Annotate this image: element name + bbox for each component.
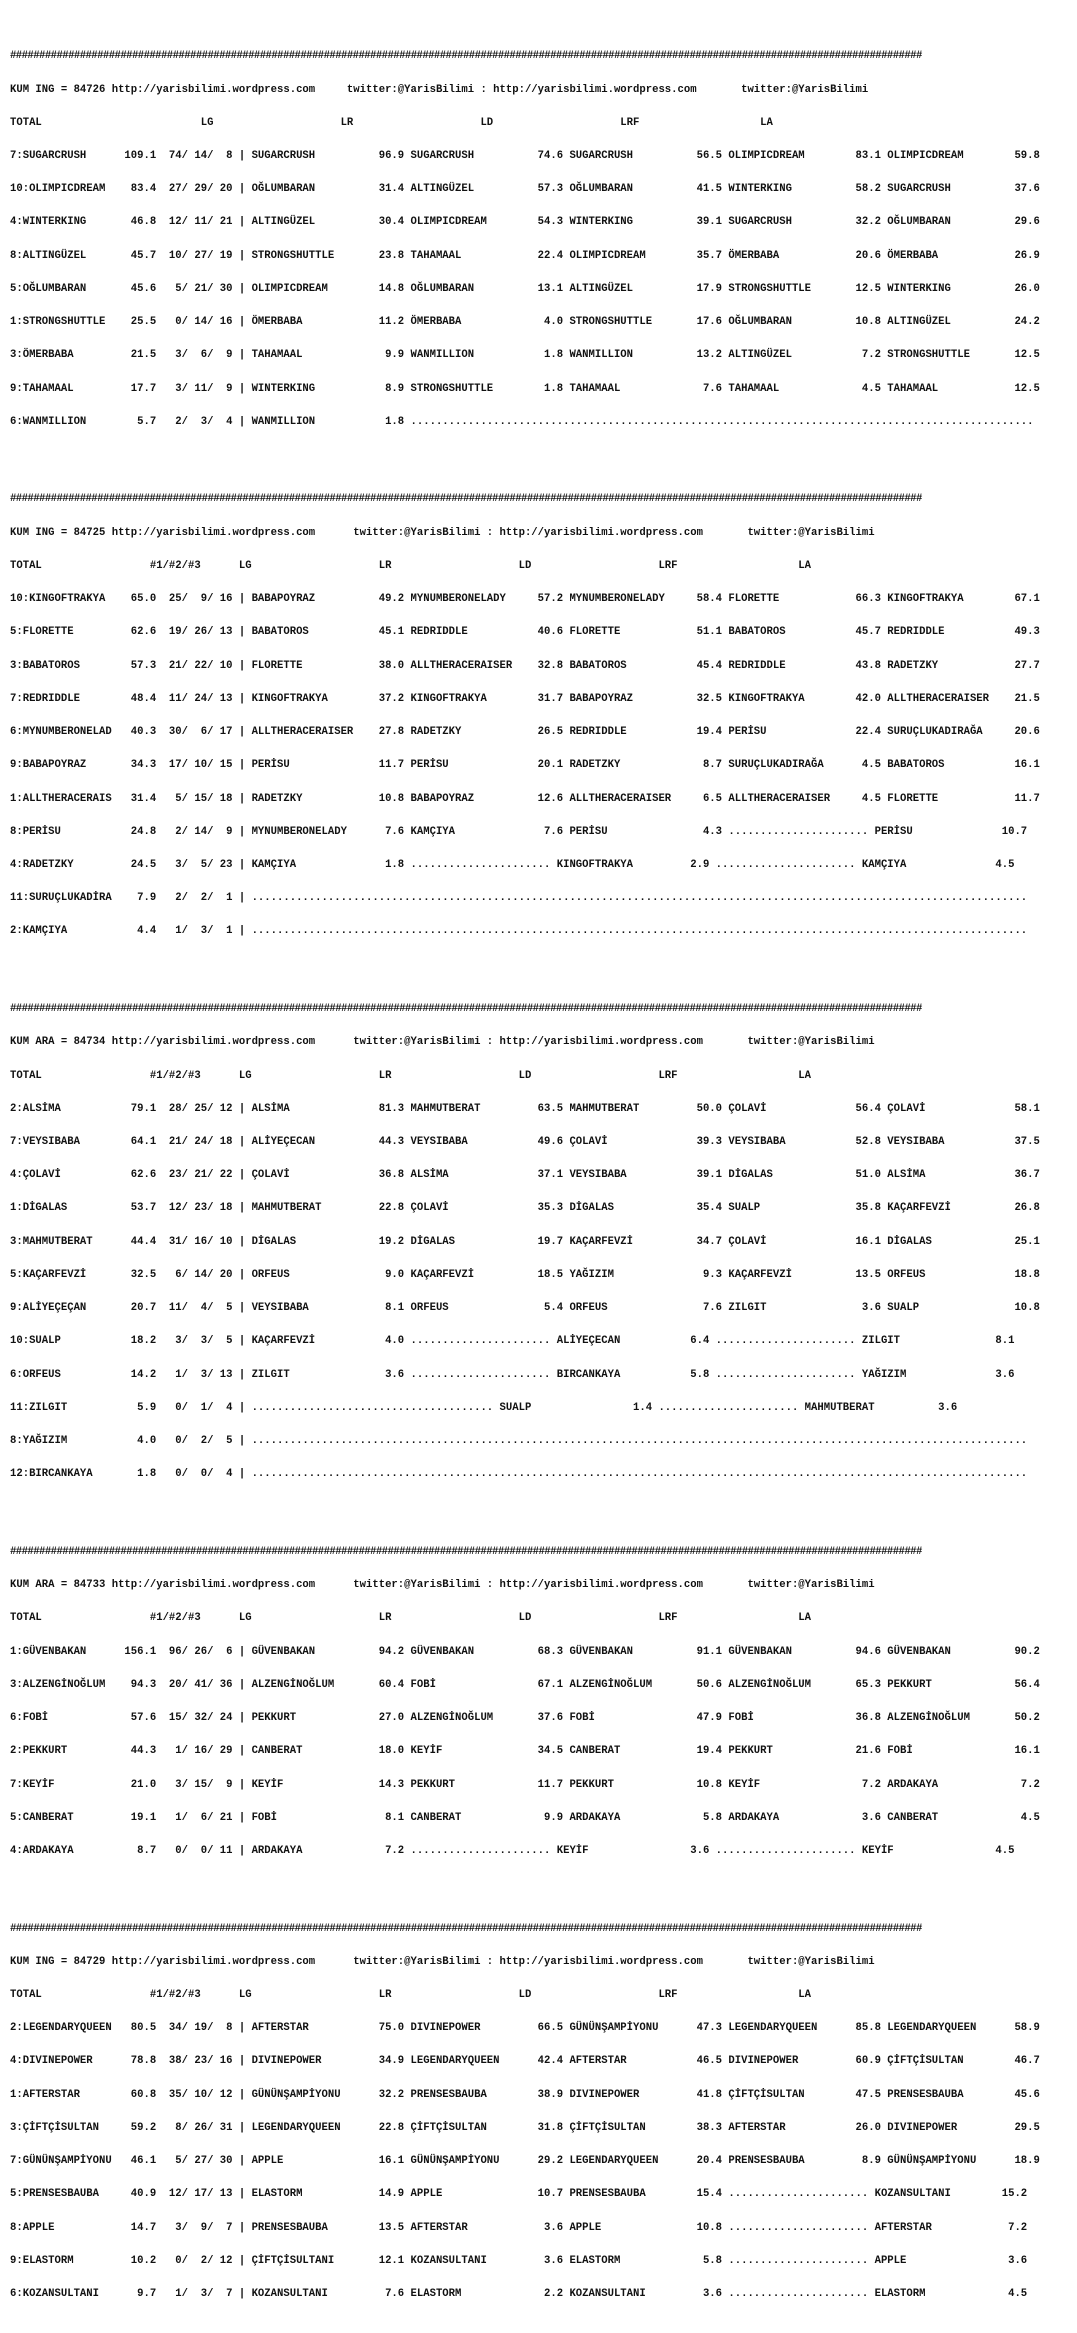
race-block [10, 29, 1072, 450]
table-row: 6:KOZANSULTANI 9.7 1/ 3/ 7 | KOZANSULTANI 7.6 ELASTORM 2.2 KOZANSULTANI 3.6 ...................... ELASTORM 4.5 [10, 2288, 1028, 2301]
table-row: 10:KINGOFTRAKYA 65.0 25/ 9/ 16 | BABAPOYRAZ 49.2 MYNUMBERONELADY 57.2 MYNUMBERONELADY 58.4 FLORETTE 66.3 KINGOFTRAKYA 67.1 [10, 593, 1040, 606]
table-row: 7:REDRIDDLE 48.4 11/ 24/ 13 | KINGOFTRAKYA 37.2 KINGOFTRAKYA 31.7 BABAPOYRAZ 32.5 KINGOFTRAKYA 42.0 ALLTHERACERAISER 21.5 [10, 692, 1040, 705]
column-header-row: TOTAL #1/#2/#3 LG LR LD LRF LA [10, 1612, 812, 1625]
table-row: 9:ELASTORM 10.2 0/ 2/ 12 | ÇİFTÇİSULTANI 12.1 KOZANSULTANI 3.6 ELASTORM 5.8 ...................... APPLE 3.6 [10, 2254, 1028, 2267]
table-row: 8:APPLE 14.7 3/ 9/ 7 | PRENSESBAUBA 13.5 AFTERSTAR 3.6 APPLE 10.8 ...................... AFTERSTAR 7.2 [10, 2221, 1028, 2234]
table-row: 4:DIVINEPOWER 78.8 38/ 23/ 16 | DIVINEPOWER 34.9 LEGENDARYQUEEN 42.4 AFTERSTAR 46.5 DIVINEPOWER 60.9 ÇİFTÇİSULTAN 46.7 [10, 2055, 1040, 2068]
column-header-row: TOTAL #1/#2/#3 LG LR LD LRF LA [10, 559, 812, 572]
table-row: 5:CANBERAT 19.1 1/ 6/ 21 | FOBİ 8.1 CANBERAT 9.9 ARDAKAYA 5.8 ARDAKAYA 3.6 CANBERAT 4.5 [10, 1811, 1040, 1824]
table-row: 5:PRENSESBAUBA 40.9 12/ 17/ 13 | ELASTORM 14.9 APPLE 10.7 PRENSESBAUBA 15.4 ...................... KOZANSULTANI 15.2 [10, 2188, 1028, 2201]
column-header-row: TOTAL #1/#2/#3 LG LR LD LRF LA [10, 1988, 812, 2001]
table-row: 2:ALSİMA 79.1 28/ 25/ 12 | ALSİMA 81.3 MAHMUTBERAT 63.5 MAHMUTBERAT 50.0 ÇOLAVİ 56.4 ÇOLAVİ 58.1 [10, 1102, 1040, 1115]
table-row: 9:BABAPOYRAZ 34.3 17/ 10/ 15 | PERİSU 11.7 PERİSU 20.1 RADETZKY 8.7 SURUÇLUKADIRAĞA 4.5 BABATOROS 16.1 [10, 759, 1040, 772]
table-row: 11:ZILGIT 5.9 0/ 1/ 4 | ...................................... SUALP 1.4 ...................... MAHMUTBERAT 3.6 [10, 1401, 958, 1414]
table-row: 12:BIRCANKAYA 1.8 0/ 0/ 4 | .......................................................................................................................... [10, 1468, 1028, 1481]
table-row: 4:ARDAKAYA 8.7 0/ 0/ 11 | ARDAKAYA 7.2 ...................... KEYİF 3.6 ...................... KEYİF 4.5 [10, 1844, 1015, 1857]
table-row: 11:SURUÇLUKADİRA 7.9 2/ 2/ 1 | .......................................................................................................................... [10, 892, 1028, 905]
table-row: 6:MYNUMBERONELAD 40.3 30/ 6/ 17 | ALLTHERACERAISER 27.8 RADETZKY 26.5 REDRIDDLE 19.4 PERİSU 22.4 SURUÇLUKADIRAĞA 20.6 [10, 726, 1040, 739]
race-block [10, 982, 1072, 1503]
separator-line: ############################################################################################################################################################# [10, 1922, 922, 1935]
column-header-row: TOTAL #1/#2/#3 LG LR LD LRF LA [10, 1069, 812, 1082]
table-row: 3:BABATOROS 57.3 21/ 22/ 10 | FLORETTE 38.0 ALLTHERACERAISER 32.8 BABATOROS 45.4 REDRIDDLE 43.8 RADETZKY 27.7 [10, 659, 1040, 672]
table-row: 3:ÇİFTÇİSULTAN 59.2 8/ 26/ 31 | LEGENDARYQUEEN 22.8 ÇİFTÇİSULTAN 31.8 ÇİFTÇİSULTAN 38.3 AFTERSTAR 26.0 DIVINEPOWER 29.5 [10, 2121, 1040, 2134]
table-row: 7:GÜNÜNŞAMPİYONU 46.1 5/ 27/ 30 | APPLE 16.1 GÜNÜNŞAMPİYONU 29.2 LEGENDARYQUEEN 20.4 PRENSESBAUBA 8.9 GÜNÜNŞAMPİYONU 18.9 [10, 2155, 1040, 2168]
table-row: 2:PEKKURT 44.3 1/ 16/ 29 | CANBERAT 18.0 KEYİF 34.5 CANBERAT 19.4 PEKKURT 21.6 FOBİ 16.1 [10, 1745, 1040, 1758]
table-row: 7:KEYİF 21.0 3/ 15/ 9 | KEYİF 14.3 PEKKURT 11.7 PEKKURT 10.8 KEYİF 7.2 ARDAKAYA 7.2 [10, 1778, 1040, 1791]
table-row: 1:DİGALAS 53.7 12/ 23/ 18 | MAHMUTBERAT 22.8 ÇOLAVİ 35.3 DİGALAS 35.4 SUALP 35.8 KAÇARFEVZİ 26.8 [10, 1202, 1040, 1215]
table-row: 5:FLORETTE 62.6 19/ 26/ 13 | BABATOROS 45.1 REDRIDDLE 40.6 FLORETTE 51.1 BABATOROS 45.7 REDRIDDLE 49.3 [10, 626, 1040, 639]
table-row: 6:ORFEUS 14.2 1/ 3/ 13 | ZILGIT 3.6 ...................... BIRCANKAYA 5.8 ...................... YAĞIZIM 3.6 [10, 1368, 1015, 1381]
race-header: KUM ING = 84729 http://yarisbilimi.wordpress.com twitter:@YarisBilimi : http://yarisbilimi.wordpress.com twitter:@YarisBilimi [10, 1955, 875, 1968]
race-statistics-sheet [10, 7, 1072, 2301]
race-header: KUM ARA = 84734 http://yarisbilimi.wordpress.com twitter:@YarisBilimi : http://yarisbilimi.wordpress.com twitter:@YarisBilimi [10, 1036, 875, 1049]
race-block [10, 1525, 1072, 1880]
table-row: 9:ALİYEÇEÇAN 20.7 11/ 4/ 5 | VEYSIBABA 8.1 ORFEUS 5.4 ORFEUS 7.6 ZILGIT 3.6 SUALP 10.8 [10, 1302, 1040, 1315]
table-row: 9:TAHAMAAL 17.7 3/ 11/ 9 | WINTERKING 8.9 STRONGSHUTTLE 1.8 TAHAMAAL 7.6 TAHAMAAL 4.5 TAHAMAAL 12.5 [10, 382, 1040, 395]
table-row: 1:STRONGSHUTTLE 25.5 0/ 14/ 16 | ÖMERBABA 11.2 ÖMERBABA 4.0 STRONGSHUTTLE 17.6 OĞLUMBARAN 10.8 ALTINGÜZEL 24.2 [10, 316, 1040, 329]
table-row: 2:LEGENDARYQUEEN 80.5 34/ 19/ 8 | AFTERSTAR 75.0 DIVINEPOWER 66.5 GÜNÜNŞAMPİYONU 47.3 LEGENDARYQUEEN 85.8 LEGENDARYQUEEN 58.9 [10, 2022, 1040, 2035]
table-row: 1:AFTERSTAR 60.8 35/ 10/ 12 | GÜNÜNŞAMPİYONU 32.2 PRENSESBAUBA 38.9 DIVINEPOWER 41.8 ÇİFTÇİSULTAN 47.5 PRENSESBAUBA 45.6 [10, 2088, 1040, 2101]
table-row: 2:KAMÇIYA 4.4 1/ 3/ 1 | .......................................................................................................................... [10, 925, 1028, 938]
table-row: 8:ALTINGÜZEL 45.7 10/ 27/ 19 | STRONGSHUTTLE 23.8 TAHAMAAL 22.4 OLIMPICDREAM 35.7 ÖMERBABA 20.6 ÖMERBABA 26.9 [10, 249, 1040, 262]
table-row: 8:YAĞIZIM 4.0 0/ 2/ 5 | .......................................................................................................................... [10, 1435, 1028, 1448]
table-row: 7:SUGARCRUSH 109.1 74/ 14/ 8 | SUGARCRUSH 96.9 SUGARCRUSH 74.6 SUGARCRUSH 56.5 OLIMPICDREAM 83.1 OLIMPICDREAM 59.8 [10, 150, 1040, 163]
separator-line: ############################################################################################################################################################# [10, 50, 922, 63]
table-row: 5:OĞLUMBARAN 45.6 5/ 21/ 30 | OLIMPICDREAM 14.8 OĞLUMBARAN 13.1 ALTINGÜZEL 17.9 STRONGSHUTTLE 12.5 WINTERKING 26.0 [10, 282, 1040, 295]
table-row: 3:ÖMERBABA 21.5 3/ 6/ 9 | TAHAMAAL 9.9 WANMILLION 1.8 WANMILLION 13.2 ALTINGÜZEL 7.2 STRONGSHUTTLE 12.5 [10, 349, 1040, 362]
table-row: 3:ALZENGİNOĞLUM 94.3 20/ 41/ 36 | ALZENGİNOĞLUM 60.4 FOBİ 67.1 ALZENGİNOĞLUM 50.6 ALZENGİNOĞLUM 65.3 PEKKURT 56.4 [10, 1678, 1040, 1691]
table-row: 8:PERİSU 24.8 2/ 14/ 9 | MYNUMBERONELADY 7.6 KAMÇIYA 7.6 PERİSU 4.3 ...................... PERİSU 10.7 [10, 825, 1028, 838]
race-header: KUM ING = 84726 http://yarisbilimi.wordpress.com twitter:@YarisBilimi : http://yarisbilimi.wordpress.com twitter:@YarisBilimi [10, 83, 869, 96]
table-row: 1:GÜVENBAKAN 156.1 96/ 26/ 6 | GÜVENBAKAN 94.2 GÜVENBAKAN 68.3 GÜVENBAKAN 91.1 GÜVENBAKAN 94.6 GÜVENBAKAN 90.2 [10, 1645, 1040, 1658]
race-header: KUM ING = 84725 http://yarisbilimi.wordpress.com twitter:@YarisBilimi : http://yarisbilimi.wordpress.com twitter:@YarisBilimi [10, 526, 875, 539]
table-row: 10:OLIMPICDREAM 83.4 27/ 29/ 20 | OĞLUMBARAN 31.4 ALTINGÜZEL 57.3 OĞLUMBARAN 41.5 WINTERKING 58.2 SUGARCRUSH 37.6 [10, 183, 1040, 196]
table-row: 3:MAHMUTBERAT 44.4 31/ 16/ 10 | DİGALAS 19.2 DİGALAS 19.7 KAÇARFEVZİ 34.7 ÇOLAVİ 16.1 DİGALAS 25.1 [10, 1235, 1040, 1248]
separator-line: ############################################################################################################################################################# [10, 1003, 922, 1016]
table-row: 6:FOBİ 57.6 15/ 32/ 24 | PEKKURT 27.0 ALZENGİNOĞLUM 37.6 FOBİ 47.9 FOBİ 36.8 ALZENGİNOĞLUM 50.2 [10, 1712, 1040, 1725]
table-row: 4:ÇOLAVİ 62.6 23/ 21/ 22 | ÇOLAVİ 36.8 ALSİMA 37.1 VEYSIBABA 39.1 DİGALAS 51.0 ALSİMA 36.7 [10, 1169, 1040, 1182]
table-row: 6:WANMILLION 5.7 2/ 3/ 4 | WANMILLION 1.8 .................................................................................................. [10, 415, 1034, 428]
column-header-row: TOTAL LG LR LD LRF LA [10, 116, 773, 129]
race-block [10, 1901, 1072, 2322]
table-row: 5:KAÇARFEVZİ 32.5 6/ 14/ 20 | ORFEUS 9.0 KAÇARFEVZİ 18.5 YAĞIZIM 9.3 KAÇARFEVZİ 13.5 ORFEUS 18.8 [10, 1268, 1040, 1281]
separator-line: ############################################################################################################################################################# [10, 493, 922, 506]
table-row: 4:WINTERKING 46.8 12/ 11/ 21 | ALTINGÜZEL 30.4 OLIMPICDREAM 54.3 WINTERKING 39.1 SUGARCRUSH 32.2 OĞLUMBARAN 29.6 [10, 216, 1040, 229]
race-block [10, 472, 1072, 959]
table-row: 4:RADETZKY 24.5 3/ 5/ 23 | KAMÇIYA 1.8 ...................... KINGOFTRAKYA 2.9 ...................... KAMÇIYA 4.5 [10, 859, 1015, 872]
table-row: 10:SUALP 18.2 3/ 3/ 5 | KAÇARFEVZİ 4.0 ...................... ALİYEÇECAN 6.4 ...................... ZILGIT 8.1 [10, 1335, 1015, 1348]
table-row: 1:ALLTHERACERAIS 31.4 5/ 15/ 18 | RADETZKY 10.8 BABAPOYRAZ 12.6 ALLTHERACERAISER 6.5 ALLTHERACERAISER 4.5 FLORETTE 11.7 [10, 792, 1040, 805]
separator-line: ############################################################################################################################################################# [10, 1545, 922, 1558]
race-header: KUM ARA = 84733 http://yarisbilimi.wordpress.com twitter:@YarisBilimi : http://yarisbilimi.wordpress.com twitter:@YarisBilimi [10, 1579, 875, 1592]
table-row: 7:VEYSIBABA 64.1 21/ 24/ 18 | ALİYEÇECAN 44.3 VEYSIBABA 49.6 ÇOLAVİ 39.3 VEYSIBABA 52.8 VEYSIBABA 37.5 [10, 1135, 1040, 1148]
